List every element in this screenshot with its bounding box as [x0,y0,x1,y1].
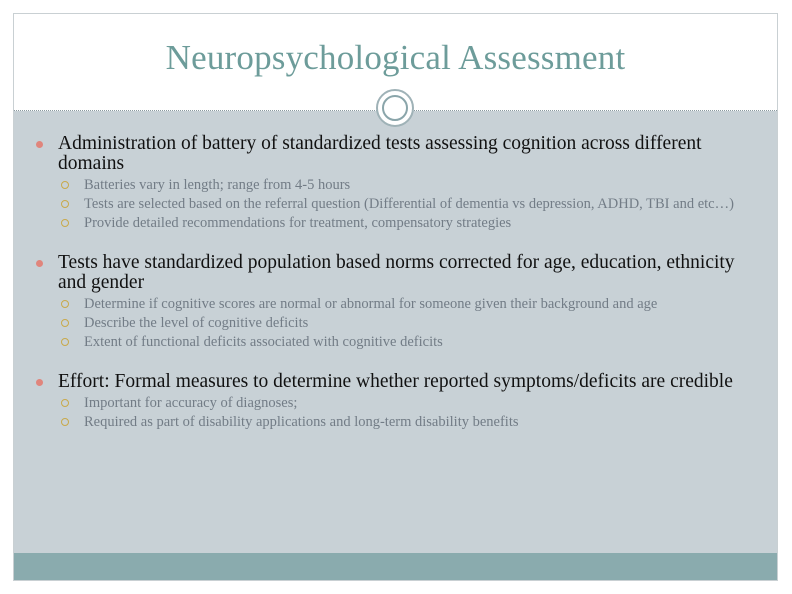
sub-bullet-text: Provide detailed recommendations for treatment, compensatory strategies [84,215,512,231]
sub-bullet-item [32,315,762,331]
sub-bullet-item [32,196,762,212]
sub-bullet-list [32,395,762,430]
sub-bullet-item [32,177,762,193]
hollow-circle-bullet-icon [61,219,69,227]
sub-bullet-item [32,334,762,350]
filled-circle-bullet-icon [36,141,43,148]
sub-bullet-text: Describe the level of cognitive deficits [84,315,309,331]
sub-bullet-text: Required as part of disability applications and long-term disability benefits [84,414,519,430]
hollow-circle-bullet-icon [61,338,69,346]
main-bullet-text: Tests have standardized population based norms corrected for age, education, ethnicity and gender [58,252,735,293]
hollow-circle-bullet-icon [61,418,69,426]
hollow-circle-bullet-icon [61,399,69,407]
main-bullet-text: Effort: Formal measures to determine whether reported symptoms/deficits are credible [58,371,733,392]
bullet-section [32,134,762,231]
sub-bullet-text: Important for accuracy of diagnoses; [84,395,298,411]
hollow-circle-bullet-icon [61,300,69,308]
bullet-section [32,253,762,350]
main-bullet-item [32,372,762,392]
sub-bullet-text: Extent of functional deficits associated with cognitive deficits [84,334,443,350]
sub-bullet-item [32,215,762,231]
filled-circle-bullet-icon [36,379,43,386]
sub-bullet-list [32,296,762,350]
sub-bullet-list [32,177,762,231]
main-bullet-item [32,253,762,293]
slide-content [32,134,762,452]
main-bullet-text: Administration of battery of standardized tests assessing cognition across different domains [58,133,702,174]
main-bullet-item [32,134,762,174]
sub-bullet-item [32,414,762,430]
sub-bullet-text: Batteries vary in length; range from 4-5 hours [84,177,351,193]
footer-band [14,553,777,580]
sub-bullet-item [32,296,762,312]
slide [13,13,778,581]
sub-bullet-text: Determine if cognitive scores are normal or abnormal for someone given their background and age [84,296,658,312]
sub-bullet-item [32,395,762,411]
hollow-circle-bullet-icon [61,181,69,189]
filled-circle-bullet-icon [36,260,43,267]
hollow-circle-bullet-icon [61,319,69,327]
sub-bullet-text: Tests are selected based on the referral question (Differential of dementia vs depression, ADHD, TBI and etc…) [84,196,734,212]
hollow-circle-bullet-icon [61,200,69,208]
slide-title: Neuropsychological Assessment [165,38,626,77]
bullet-section [32,372,762,430]
double-ring-ornament-icon [376,89,414,127]
